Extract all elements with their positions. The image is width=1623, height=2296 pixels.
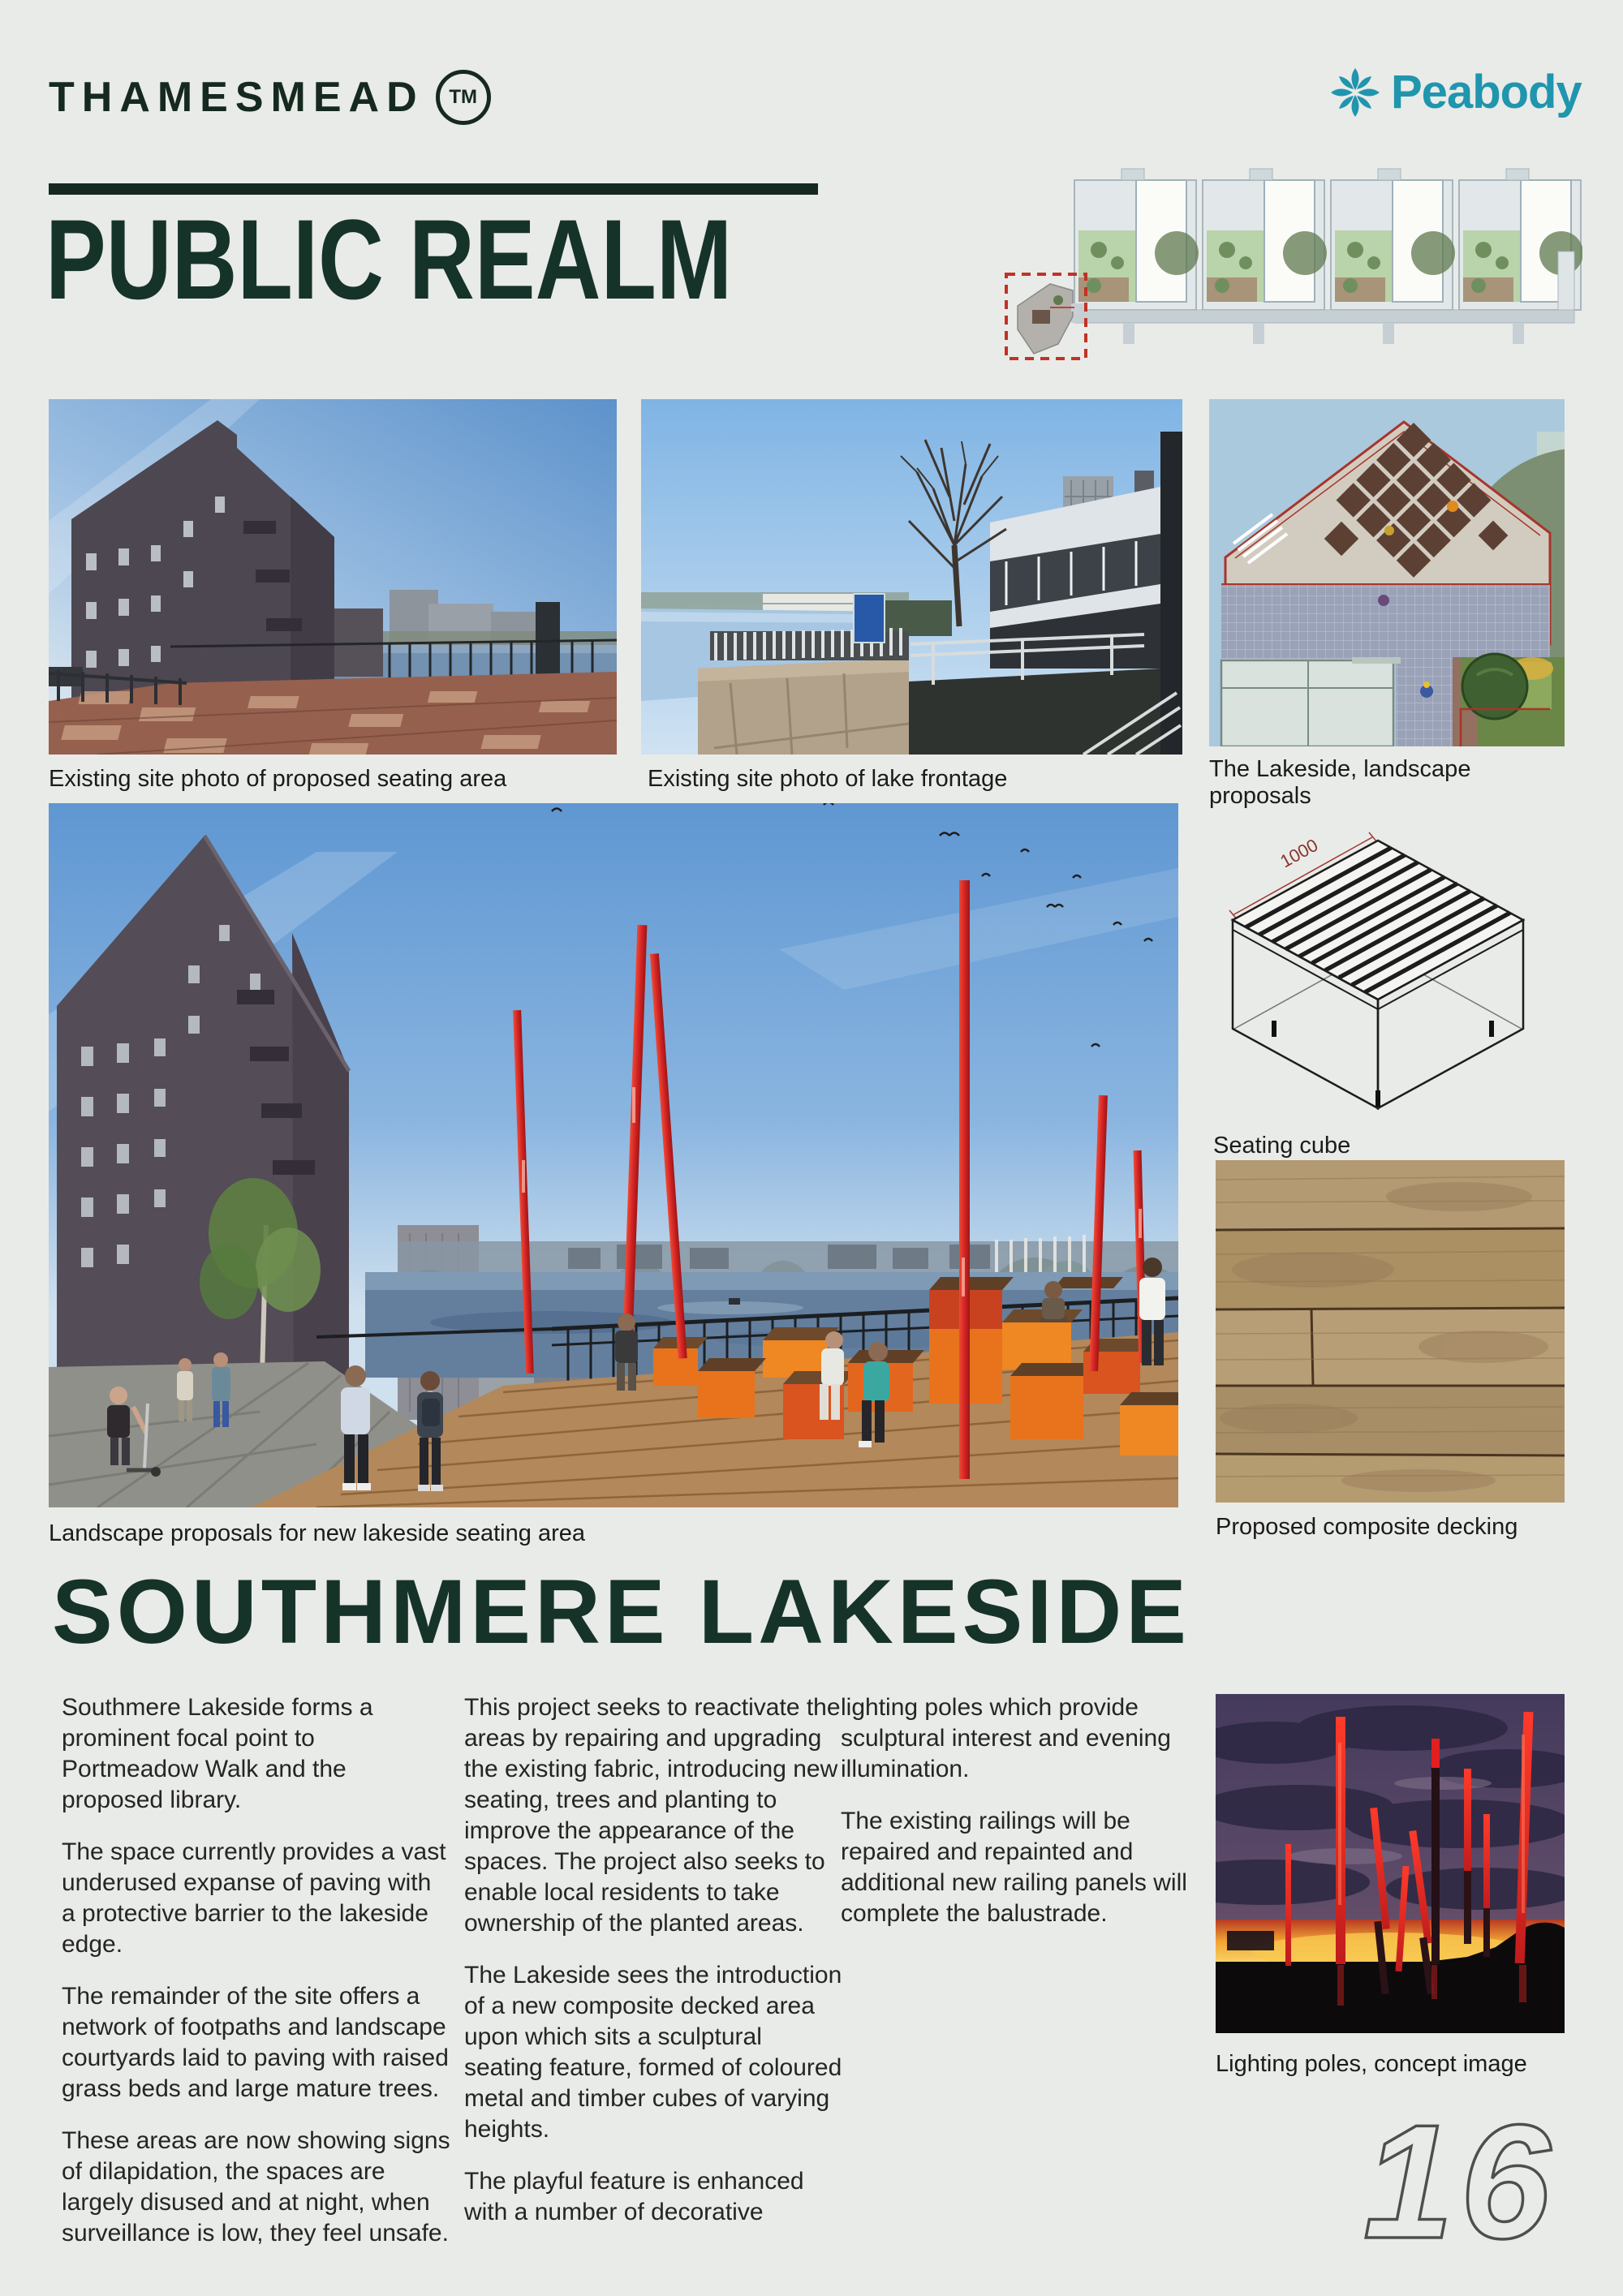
- page-number-text: 16: [1363, 2101, 1557, 2272]
- decking-sample: [1216, 1160, 1565, 1540]
- render-lakeside-seating: [49, 803, 1178, 1546]
- paragraph: The existing railings will be repaired and repainted and additional new railing panels will complete the balustrade.: [841, 1808, 1187, 1927]
- lakeside-plan-caption: The Lakeside, landscape proposals: [1209, 756, 1471, 809]
- photo-seating-area: [49, 399, 617, 792]
- decking-sample-image: [1216, 1160, 1565, 1503]
- seating-cube-drawing: [1221, 826, 1542, 1111]
- lakeside-plan-image: [1209, 399, 1565, 746]
- decking-caption: Proposed composite decking: [1216, 1514, 1518, 1540]
- paragraph: The space currently provides a vast underused expanse of paving with a protective barrier to the lakeside edge.: [62, 1838, 446, 1958]
- paragraph: The remainder of the site offers a network of footpaths and landscape courtyards laid to paving with raised grass beds and large mature trees.: [62, 1983, 449, 2102]
- body-column-3: [841, 1692, 1208, 1950]
- render-lakeside-seating-image: [49, 803, 1178, 1507]
- photo-lake-frontage: [641, 399, 1182, 792]
- peabody-logo: [1329, 65, 1582, 119]
- paragraph: The Lakeside sees the introduction of a new composite decked area upon which sits a sculptural seating feature, formed of coloured metal and timber cubes of varying heights.: [464, 1962, 842, 2143]
- paragraph: The playful feature is enhanced with a number of decorative: [464, 2168, 804, 2225]
- render-caption: Landscape proposals for new lakeside seating area: [49, 1520, 585, 1546]
- body-column-1: [62, 1692, 451, 2270]
- body-column-2: [464, 1692, 846, 2249]
- section-title: SOUTHMERE LAKESIDE: [52, 1561, 1190, 1662]
- paragraph: These areas are now showing signs of dilapidation, the spaces are largely disused and at night, when surveillance is low, they feel unsafe.: [62, 2127, 450, 2247]
- peabody-wordmark: Peabody: [1391, 66, 1582, 118]
- lighting-poles-image: [1216, 1694, 1565, 2033]
- seating-cube-dimension-label: 1000: [1276, 834, 1322, 872]
- peabody-flower-icon: [1329, 67, 1381, 118]
- page-number: [1339, 2101, 1599, 2272]
- photo-lake-frontage-image: [641, 399, 1182, 755]
- seating-cube-diagram: [1213, 826, 1542, 1159]
- brand-wordmark: THAMESMEAD: [49, 74, 424, 121]
- thamesmead-logo: [49, 70, 491, 125]
- seating-cube-caption: Seating cube: [1213, 1133, 1351, 1159]
- photo-seating-area-caption: Existing site photo of proposed seating area: [49, 766, 507, 792]
- photo-lake-frontage-caption: Existing site photo of lake frontage: [648, 766, 1008, 792]
- paragraph: Southmere Lakeside forms a prominent focal point to Portmeadow Walk and the proposed library.: [62, 1694, 373, 1813]
- photo-seating-area-image: [49, 399, 617, 755]
- page-title: PUBLIC REALM: [45, 196, 733, 323]
- paragraph: This project seeks to reactivate the areas by repairing and upgrading the existing fabric, introducing new seating, trees and planting to improve the appearance of the spaces. The project also seeks to enable local residents to take ownership of the planted areas.: [464, 1694, 841, 1937]
- lighting-poles-figure: [1216, 1694, 1565, 2077]
- paragraph: lighting poles which provide sculptural interest and evening illumination.: [841, 1694, 1171, 1782]
- title-rule: [49, 183, 818, 195]
- lakeside-plan: [1209, 399, 1565, 809]
- lighting-poles-caption: Lighting poles, concept image: [1216, 2051, 1527, 2077]
- trademark-icon: TM: [436, 70, 491, 125]
- site-key-plan: [1000, 156, 1582, 373]
